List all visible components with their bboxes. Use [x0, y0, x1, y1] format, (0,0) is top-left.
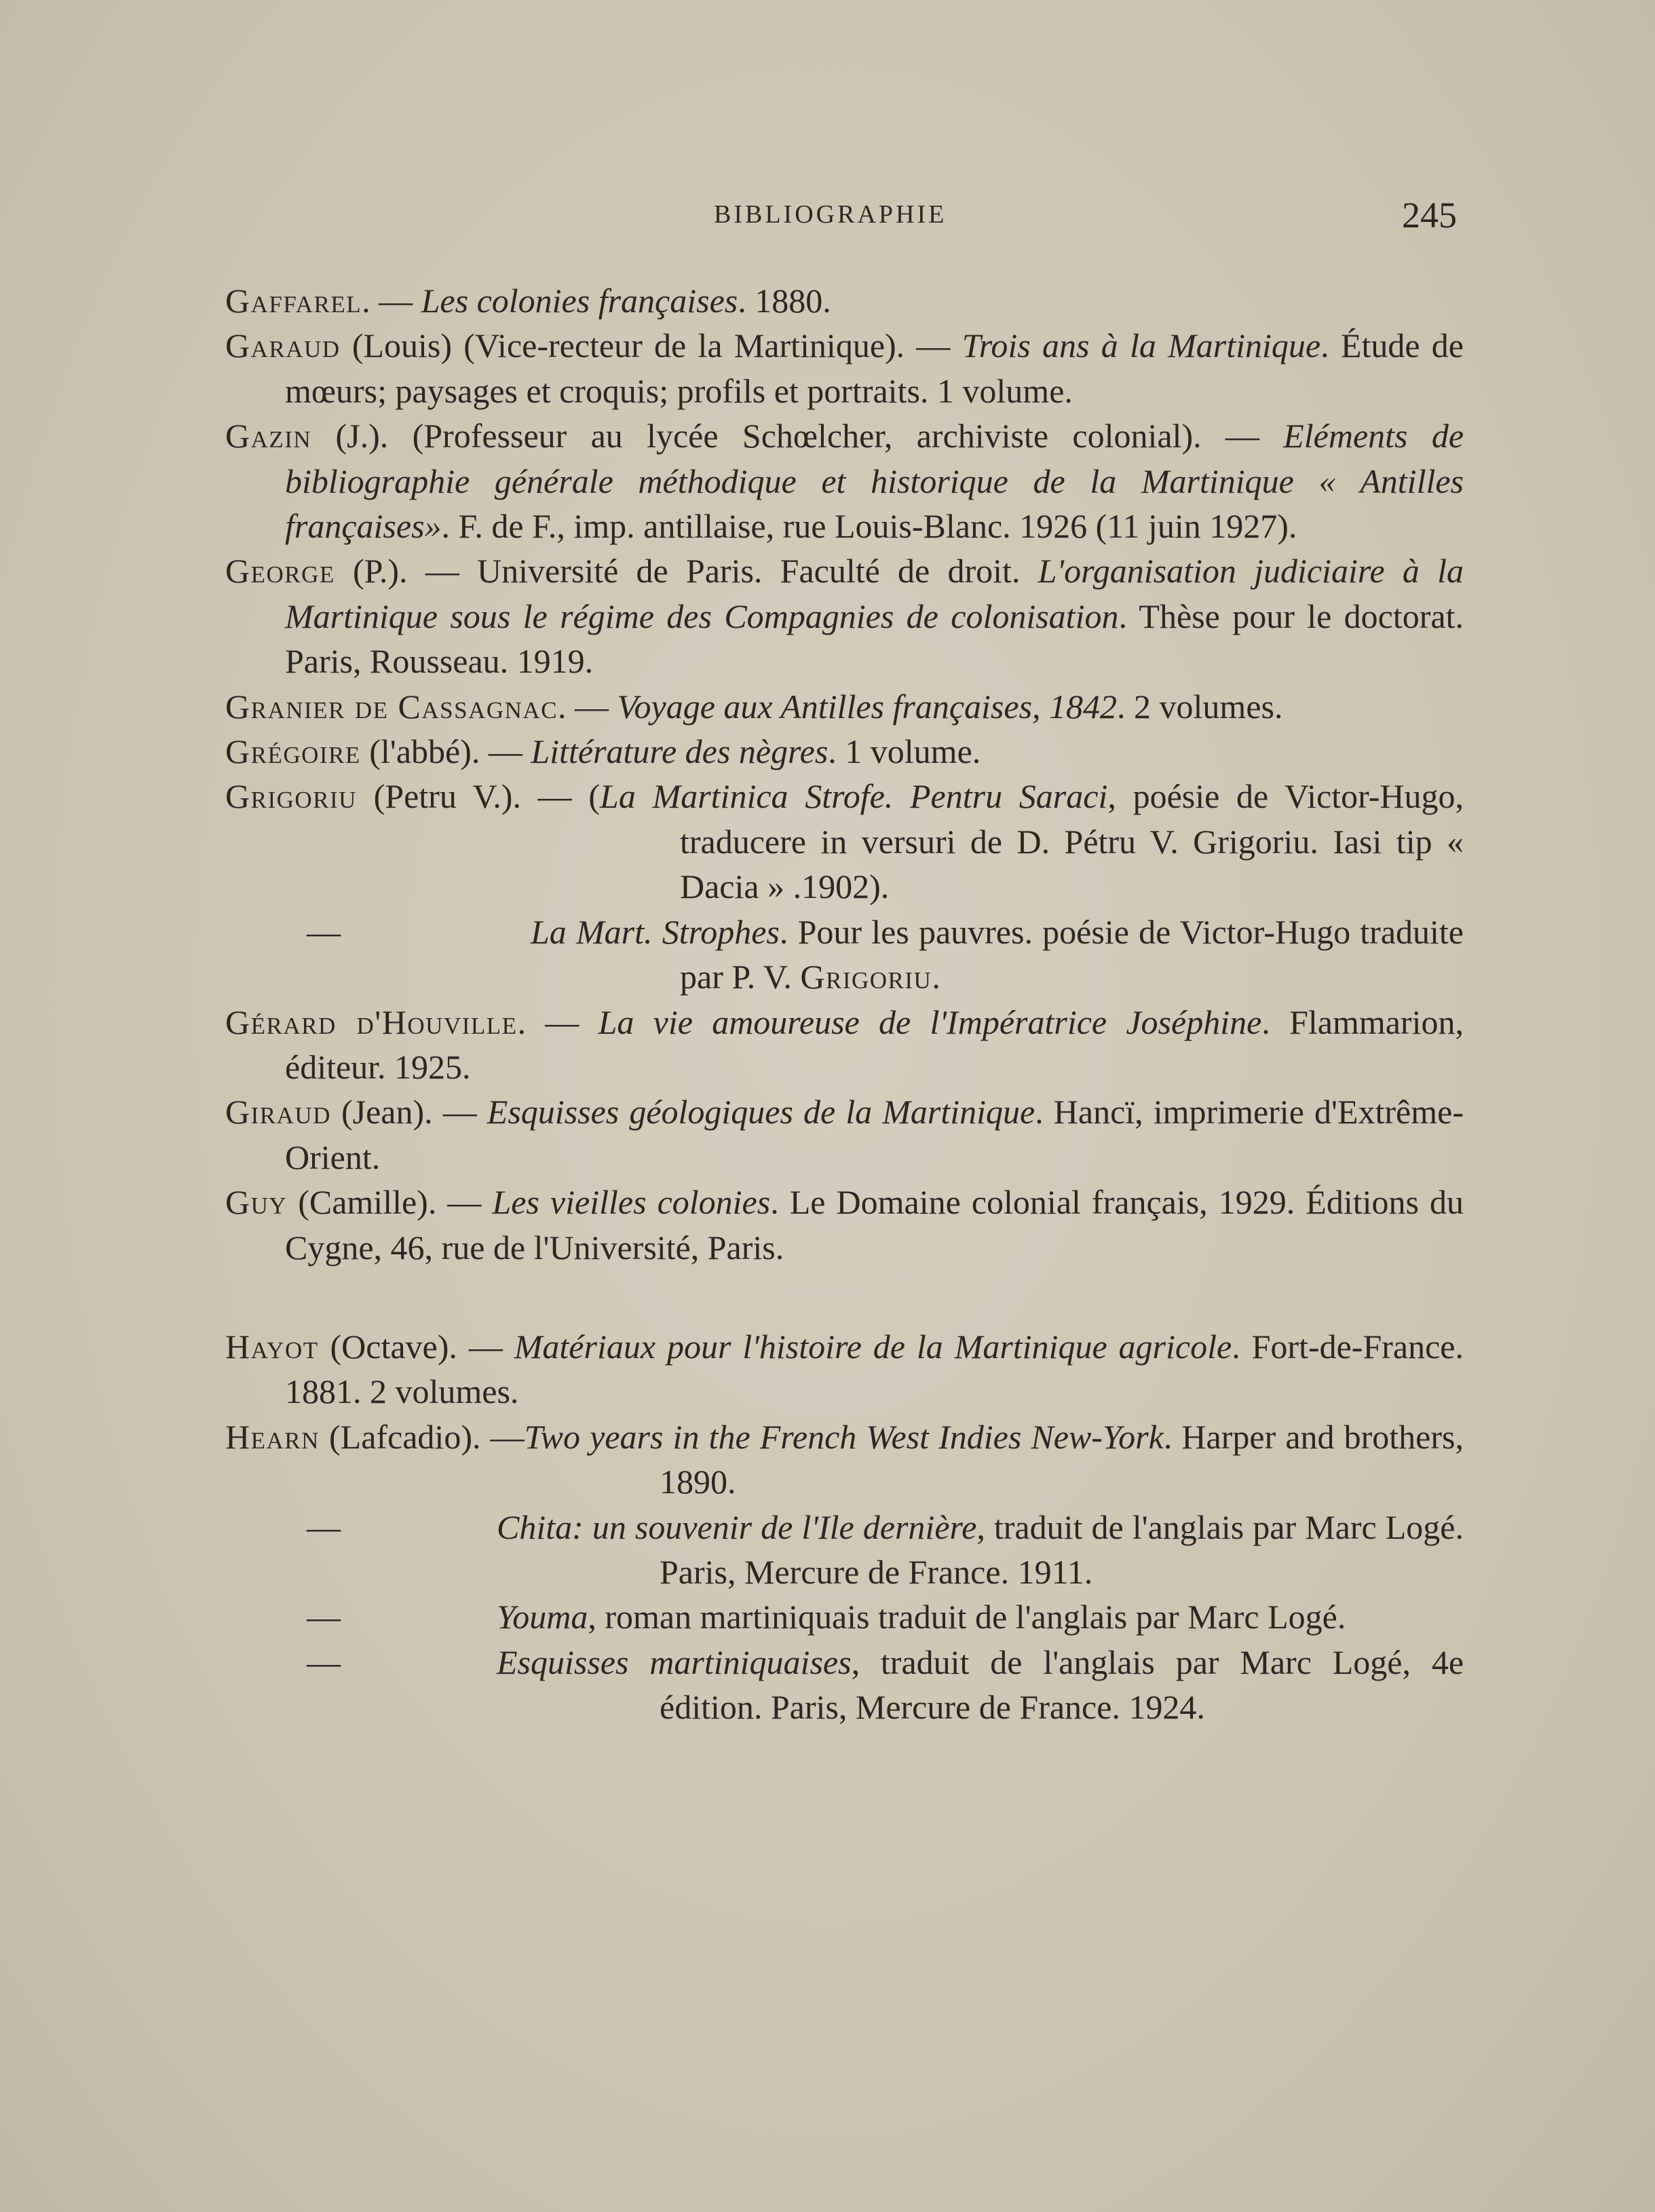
entry-details: . 1 volume.	[828, 732, 981, 771]
entry-details: . 1880.	[738, 282, 831, 320]
work-title: L'organisation judiciaire à la Martinique sous le régime des Compagnies de colonisation	[285, 552, 1464, 635]
bibliography-entry-hearn-4	[225, 1640, 1464, 1730]
entry-prefix: (P.). — Université de Paris. Faculté de droit.	[335, 552, 1038, 591]
author-name: Gérard d'Houville	[225, 1002, 518, 1041]
work-title: Eléments de bibliographie générale méthodique et historique de la Martinique « Antilles françaises»	[285, 417, 1464, 546]
work-title: La Martinica Strofe. Pentru Saraci	[600, 777, 1108, 816]
entry-details: . Le Domaine colonial français, 1929. Éditions du Cygne, 46, rue de l'Université, Paris.	[285, 1183, 1464, 1267]
bibliography-entry-gerard-d-houville	[225, 1000, 1464, 1090]
bibliography-entry-giraud	[225, 1089, 1464, 1180]
page-header	[0, 194, 1655, 238]
bibliography-entry-granier-de-cassagnac	[225, 684, 1464, 729]
entry-prefix: (l'abbé). —	[360, 732, 531, 771]
translator-name: Grigoriu	[800, 958, 932, 996]
author-name: Giraud	[225, 1093, 331, 1131]
entry-prefix: . —	[558, 687, 617, 726]
author-name: Grigoriu	[225, 777, 357, 816]
work-title: Littérature des nègres	[531, 732, 829, 771]
entry-prefix: . —	[517, 1002, 598, 1041]
entry-details: . Étude de mœurs; paysages et croquis; profils et portraits. 1 volume.	[285, 326, 1464, 410]
work-title: Les colonies françaises	[421, 282, 738, 320]
entry-details: . F. de F., imp. antillaise, rue Louis-Blanc. 1926 (11 juin 1927).	[441, 507, 1297, 546]
author-name: Hayot	[225, 1327, 319, 1366]
entry-details: . Hancï, imprimerie d'Extrême-Orient.	[285, 1093, 1464, 1176]
entry-end: .	[932, 958, 940, 996]
bibliography-entry-hayot	[225, 1324, 1464, 1414]
ditto-dash: —	[307, 1598, 341, 1636]
work-title: Trois ans à la Martinique	[962, 326, 1321, 365]
author-name: George	[225, 552, 335, 591]
entry-details: , roman martiniquais traduit de l'anglais par Marc Logé.	[588, 1598, 1346, 1636]
entry-prefix: (Louis) (Vice-recteur de la Martinique). —	[340, 326, 962, 365]
entry-details: . 2 volumes.	[1117, 687, 1283, 726]
work-title: Matériaux pour l'histoire de la Martinique agricole	[514, 1327, 1232, 1366]
author-name: Gaffarel	[225, 282, 362, 320]
author-name: Granier de Cassagnac	[225, 687, 558, 726]
bibliography-list	[225, 278, 1464, 1730]
bibliography-entry-gazin	[225, 413, 1464, 548]
entry-details: . Thèse pour le doctorat. Paris, Rousseau. 1919.	[285, 597, 1464, 681]
work-title: La vie amoureuse de l'Impératrice Joséphine	[598, 1002, 1262, 1041]
bibliography-entry-gregoire	[225, 729, 1464, 774]
work-title: Les vieilles colonies	[492, 1183, 771, 1222]
entry-prefix: (Camille). —	[287, 1183, 493, 1222]
ditto-dash: —	[307, 912, 341, 951]
entry-details: , poésie de Victor-Hugo, traducere in versuri de D. Pétru V. Grigoriu. Iasi tip « Dacia » .1902).	[680, 777, 1464, 906]
author-name: Gazin	[225, 417, 312, 455]
entry-prefix: (Jean). —	[330, 1093, 487, 1131]
entry-details: , traduit de l'anglais par Marc Logé, 4e édition. Paris, Mercure de France. 1924.	[660, 1643, 1464, 1727]
entry-details: . Fort-de-France. 1881. 2 volumes.	[285, 1327, 1464, 1411]
work-title: Esquisses martiniquaises	[497, 1643, 852, 1681]
bibliography-entry-hearn-2	[225, 1505, 1464, 1595]
work-title: La Mart. Strophes	[531, 912, 780, 951]
entry-details: , traduit de l'anglais par Marc Logé. Paris, Mercure de France. 1911.	[660, 1507, 1464, 1591]
running-title: BIBLIOGRAPHIE	[714, 200, 947, 229]
entry-details: . Pour les pauvres. poésie de Victor-Hugo traduite par P. V.	[680, 912, 1464, 996]
entry-details: . Flammarion, éditeur. 1925.	[285, 1002, 1464, 1086]
bibliography-entry-garaud	[225, 323, 1464, 413]
work-title: Esquisses géologiques de la Martinique	[487, 1093, 1035, 1131]
work-title: Youma	[497, 1598, 588, 1636]
section-gap	[225, 1270, 1464, 1324]
bibliography-entry-hearn-3	[225, 1594, 1464, 1639]
ditto-dash: —	[307, 1507, 341, 1546]
author-name: Hearn	[225, 1417, 320, 1456]
work-title: Voyage aux Antilles françaises, 1842	[617, 687, 1118, 726]
entry-prefix: (Lafcadio). —	[319, 1417, 525, 1456]
entry-prefix: (J.). (Professeur au lycée Schœlcher, archiviste colonial). —	[311, 417, 1284, 455]
ditto-dash: —	[307, 1643, 341, 1681]
work-title: Two years in the French West Indies New-York	[524, 1417, 1164, 1456]
work-title: Chita: un souvenir de l'Ile dernière	[497, 1507, 977, 1546]
bibliography-entry-grigoriu-2	[225, 910, 1464, 1000]
bibliography-entry-grigoriu	[225, 774, 1464, 909]
page-number: 245	[1402, 195, 1457, 236]
entry-prefix: (Petru V.). — (	[356, 777, 601, 816]
author-name: Guy	[225, 1183, 288, 1222]
bibliography-entry-guy	[225, 1180, 1464, 1270]
author-name: Grégoire	[225, 732, 361, 771]
entry-separator: . —	[362, 282, 421, 320]
bibliography-entry-gaffarel	[225, 278, 1464, 323]
author-name: Garaud	[225, 326, 341, 365]
bibliography-entry-hearn	[225, 1414, 1464, 1505]
bibliography-entry-george	[225, 548, 1464, 683]
entry-details: . Harper and brothers, 1890.	[660, 1417, 1464, 1501]
entry-prefix: (Octave). —	[318, 1327, 514, 1366]
